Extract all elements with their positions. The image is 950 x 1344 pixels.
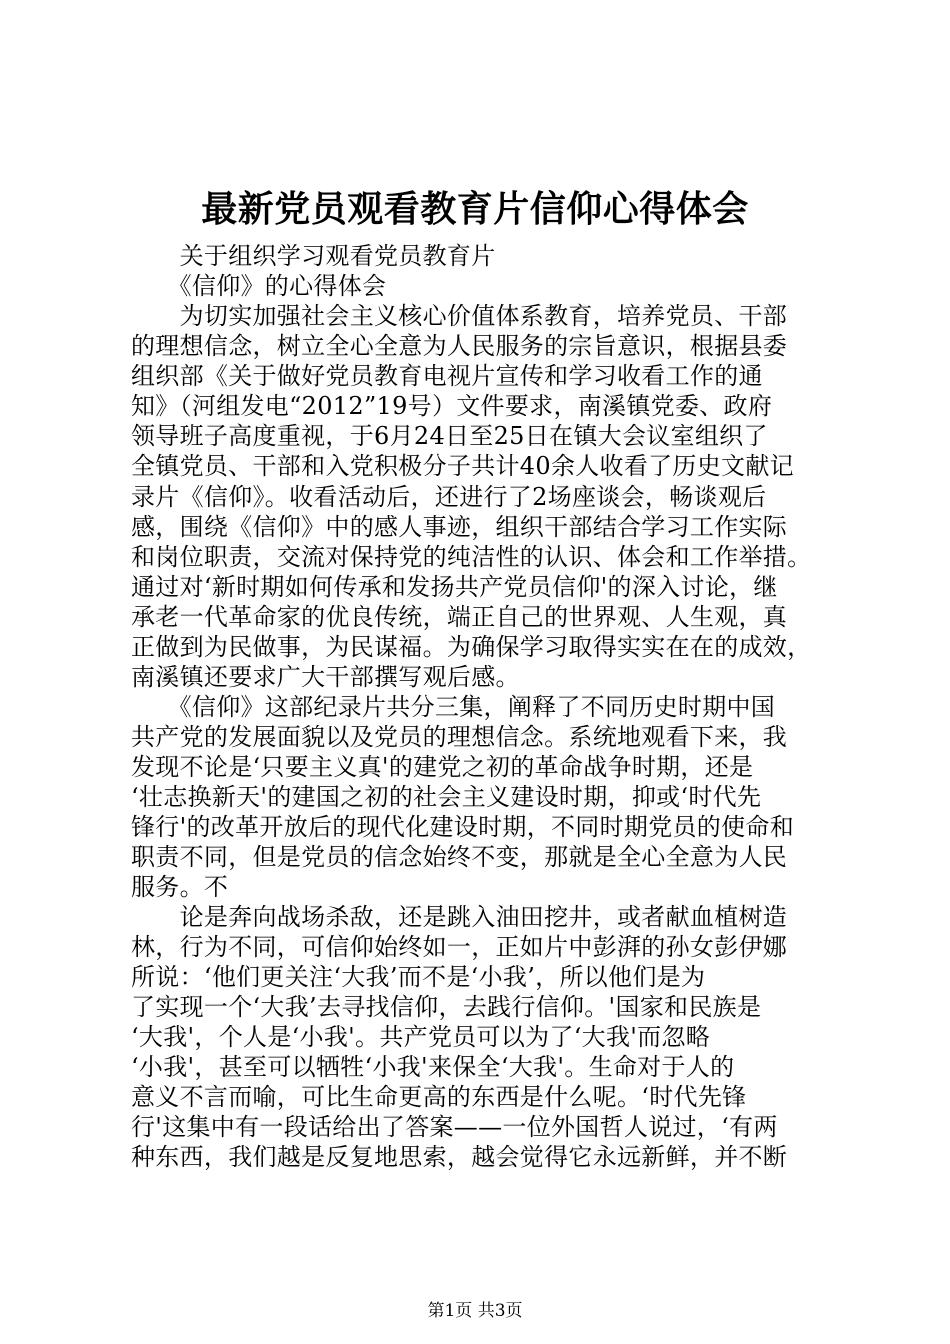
text-line: ‘小我'，甚至可以牺牲‘小我'来保全‘大我'。生命对于人的 [131,1053,735,1081]
text-line: 论是奔向战场杀敌，还是跳入油田挖井，或者献血植树造 [131,903,788,931]
text-line: 的理想信念，树立全心全意为人民服务的宗旨意识，根据县委 [131,332,788,360]
text-line: 服务。不 [131,873,229,901]
text-line: 关于组织学习观看党员教育片 [131,242,496,270]
text-line: 全镇党员、干部和入党积极分子共计40余人收看了历史文献记 [131,452,794,480]
text-line: 锋行'的改革开放后的现代化建设时期，不同时期党员的使命和 [131,813,794,841]
text-line: 了实现一个‘大我’去寻找信仰，去践行信仰。'国家和民族是 [131,993,762,1021]
document-title: 最新党员观看教育片信仰心得体会 [201,188,749,230]
text-line: 意义不言而喻，可比生命更高的东西是什么呢。‘时代先锋 [131,1083,747,1111]
text-line: 承老一代革命家的优良传统，端正自己的世界观、人生观，真 [131,603,788,631]
text-line: 领导班子高度重视，于6月24日至25日在镇大会议室组织了 [131,422,768,450]
text-line: 职责不同，但是党员的信念始终不变，那就是全心全意为人民 [131,843,788,871]
text-line: 组织部《关于做好党员教育电视片宣传和学习收看工作的通 [131,362,763,390]
text-line: ‘壮志换新天'的建国之初的社会主义建设时期，抑或‘时代先 [131,783,762,811]
text-line: ‘大我'，个人是‘小我'。共产党员可以为了‘大我'而忽略 [131,1023,711,1051]
text-line: 感，围绕《信仰》中的感人事迹，组织干部结合学习工作实际 [131,513,788,541]
text-line: 行'这集中有一段话给出了答案——一位外国哲人说过，‘有两 [131,1113,778,1141]
text-line: 《信仰》这部纪录片共分三集，阐释了不同历史时期中国 [131,693,776,721]
text-line: 和岗位职责，交流对保持党的纯洁性的认识、体会和工作举措。 [131,543,812,571]
text-line: 共产党的发展面貌以及党员的理想信念。系统地观看下来，我 [131,723,788,751]
page-footer: 第1页 共3页 [427,1301,523,1321]
text-line: 正做到为民做事，为民谋福。为确保学习取得实实在在的成效， [131,633,812,661]
text-line: 录片《信仰》。收看活动后，还进行了2场座谈会，畅谈观后 [131,483,767,511]
text-line: 通过对‘新时期如何传承和发扬共产党员信仰'的深入讨论，继 [131,573,778,601]
text-line: 林，行为不同，可信仰始终如一，正如片中彭湃的孙女彭伊娜 [131,933,788,961]
text-line: 种东西，我们越是反复地思索，越会觉得它永远新鲜，并不断 [131,1143,788,1171]
text-line: 知》（河组发电“2012”19号）文件要求，南溪镇党委、政府 [131,392,773,420]
text-line: 所说：‘他们更关注‘大我’而不是‘小我’，所以他们是为 [131,963,706,991]
text-line: 为切实加强社会主义核心价值体系教育，培养党员、干部 [131,302,788,330]
text-line: 南溪镇还要求广大干部撰写观后感。 [131,663,520,691]
text-line: 《信仰》的心得体会 [131,272,387,300]
text-line: 发现不论是‘只要主义真'的建党之初的革命战争时期，还是 [131,753,754,781]
